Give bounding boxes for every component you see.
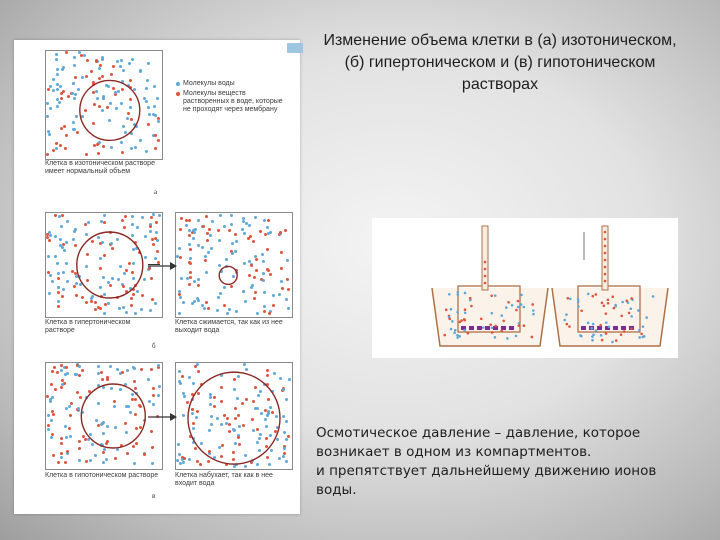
molecule [501, 314, 504, 317]
molecule [506, 337, 509, 340]
molecule [605, 321, 608, 324]
molecule [443, 334, 446, 337]
molecule [645, 316, 648, 319]
molecule [595, 293, 598, 296]
body-line-1: Осмотическое давление – давление, которое возникает в одном из компартментов. [316, 425, 641, 460]
molecule [494, 325, 497, 328]
isotonic-cell-box [45, 50, 163, 160]
molecule [523, 324, 526, 327]
molecule [517, 306, 520, 309]
molecule [484, 275, 487, 278]
molecule [628, 312, 631, 315]
molecule [604, 238, 607, 241]
molecule [607, 302, 610, 305]
molecule [505, 306, 508, 309]
cell-membrane [176, 213, 292, 317]
molecule [489, 323, 492, 326]
molecule [604, 252, 607, 255]
cell-membrane-circle [188, 372, 280, 464]
cell-membrane [176, 363, 292, 469]
legend-water-label: Молекулы воды [183, 80, 235, 87]
molecule [470, 305, 473, 308]
cell-membrane-circle [219, 266, 237, 284]
molecule [518, 324, 521, 327]
molecule [464, 292, 467, 295]
cell-membrane [46, 51, 162, 159]
legend-solute-label: Молекулы веществ растворенных в воде, которые не проходят через мембрану [183, 90, 283, 113]
molecule [601, 302, 604, 305]
label-c: в [152, 492, 156, 500]
cell-membrane [46, 363, 162, 469]
molecule [611, 341, 614, 344]
molecule [637, 309, 640, 312]
molecule [450, 328, 453, 331]
molecule [460, 319, 463, 322]
molecule [484, 268, 487, 271]
molecule [592, 323, 595, 326]
molecule [502, 320, 505, 323]
molecule [515, 335, 518, 338]
molecule [563, 319, 566, 322]
water-molecule-icon [176, 82, 180, 86]
semipermeable-membrane-segment [509, 326, 514, 330]
molecule [577, 300, 580, 303]
molecule [590, 327, 593, 330]
molecule [580, 309, 583, 312]
caption-swells: Клетка набухает, так как в нее входит вода [175, 472, 273, 487]
molecule [604, 280, 607, 283]
semipermeable-membrane-segment [477, 326, 482, 330]
molecule [604, 245, 607, 248]
molecule [614, 305, 617, 308]
molecule [450, 308, 453, 311]
molecule [531, 336, 534, 339]
molecule [456, 334, 459, 337]
panel-tab-marker [287, 43, 303, 53]
capillary-tube [482, 226, 488, 290]
osmosis-figure-panel [14, 40, 300, 514]
molecule [515, 309, 518, 312]
molecule [638, 329, 641, 332]
molecule [518, 322, 521, 325]
beaker [552, 288, 668, 346]
molecule [448, 293, 451, 296]
molecule [480, 317, 483, 320]
molecule [604, 259, 607, 262]
molecule [604, 231, 607, 234]
osmometer-figure [372, 218, 678, 358]
molecule [484, 261, 487, 264]
body-text [316, 424, 696, 500]
semipermeable-membrane-segment [469, 326, 474, 330]
molecule [490, 312, 493, 315]
molecule [630, 327, 633, 330]
semipermeable-membrane-segment [581, 326, 586, 330]
molecule [592, 333, 595, 336]
cell-membrane-circle [77, 232, 143, 298]
molecule [464, 311, 467, 314]
molecule [517, 300, 520, 303]
body-line-2: и препятствует дальнейшему движению ионов воды. [316, 463, 657, 498]
molecule [595, 329, 598, 332]
caption-isotonic: Клетка в изотоническом растворе имеет нормальный объем [45, 160, 155, 175]
molecule [451, 320, 454, 323]
molecule [640, 333, 643, 336]
molecule [579, 334, 582, 337]
molecule [605, 312, 608, 315]
swollen-cell-box [175, 362, 293, 470]
molecule [642, 325, 645, 328]
molecule [587, 293, 590, 296]
osmometer-diagram [372, 218, 678, 358]
molecule [623, 330, 626, 333]
molecule [605, 332, 608, 335]
molecule [621, 301, 624, 304]
molecule [456, 291, 459, 294]
molecule [600, 334, 603, 337]
semipermeable-membrane-segment [621, 326, 626, 330]
molecule [607, 298, 610, 301]
molecule [500, 329, 503, 332]
transition-arrow-b [148, 264, 160, 265]
molecule [531, 303, 534, 306]
label-a: а [154, 188, 158, 196]
hypertonic-cell-box [45, 212, 163, 318]
cell-membrane-circle [80, 80, 140, 140]
molecule [630, 297, 633, 300]
cell-membrane-circle [81, 384, 145, 448]
caption-hypertonic: Клетка в гипертоническом растворе [45, 319, 131, 334]
molecule [491, 331, 494, 334]
molecule [566, 323, 569, 326]
molecule [611, 295, 614, 298]
molecule [520, 303, 523, 306]
molecule [532, 313, 535, 316]
molecule [566, 297, 569, 300]
molecule [520, 294, 523, 297]
molecule [630, 315, 633, 318]
slide-title: Изменение объема клетки в (а) изотоническом, (б) гипертоническом и (в) гипотоническом растворах [323, 32, 677, 93]
molecule [491, 326, 494, 329]
molecule [532, 309, 535, 312]
molecule [608, 325, 611, 328]
molecule [494, 294, 497, 297]
molecule [620, 333, 623, 336]
molecule [620, 315, 623, 318]
molecule [453, 331, 456, 334]
molecule [652, 295, 655, 298]
solute-molecule-icon [176, 92, 180, 96]
molecule [613, 307, 616, 310]
molecule [643, 335, 646, 338]
molecule [601, 339, 604, 342]
molecule [507, 301, 510, 304]
caption-shrinks: Клетка сжимается, так как из нее выходит вода [175, 319, 283, 334]
molecule [490, 294, 493, 297]
molecule [448, 318, 451, 321]
molecule [463, 329, 466, 332]
molecule [522, 306, 525, 309]
molecule [604, 266, 607, 269]
shrunken-cell-box [175, 212, 293, 318]
molecule [463, 319, 466, 322]
hypotonic-cell-box [45, 362, 163, 470]
molecule [577, 298, 580, 301]
molecule [454, 329, 457, 332]
semipermeable-membrane-segment [597, 326, 602, 330]
caption-hypotonic: Клетка в гипотоническом растворе [45, 472, 159, 479]
molecule [591, 339, 594, 342]
molecule [615, 339, 618, 342]
molecule [467, 332, 470, 335]
molecule [456, 311, 459, 314]
molecule [469, 297, 472, 300]
semipermeable-membrane-segment [613, 326, 618, 330]
molecule [458, 335, 461, 338]
molecule [482, 326, 485, 329]
molecule [587, 322, 590, 325]
molecule [494, 336, 497, 339]
molecule [638, 336, 641, 339]
label-b: б [152, 342, 156, 350]
molecule [565, 313, 568, 316]
molecule [604, 273, 607, 276]
figure-legend [176, 80, 288, 116]
molecule [629, 307, 632, 310]
molecule [484, 282, 487, 285]
molecule [464, 308, 467, 311]
molecule [511, 304, 514, 307]
molecule [445, 309, 448, 312]
molecule [602, 304, 605, 307]
molecule [568, 325, 571, 328]
molecule [599, 324, 602, 327]
molecule [577, 305, 580, 308]
cell-membrane [46, 213, 162, 317]
molecule [625, 299, 628, 302]
molecule [457, 293, 460, 296]
molecule [591, 295, 594, 298]
molecule [569, 298, 572, 301]
semipermeable-membrane-segment [485, 326, 490, 330]
